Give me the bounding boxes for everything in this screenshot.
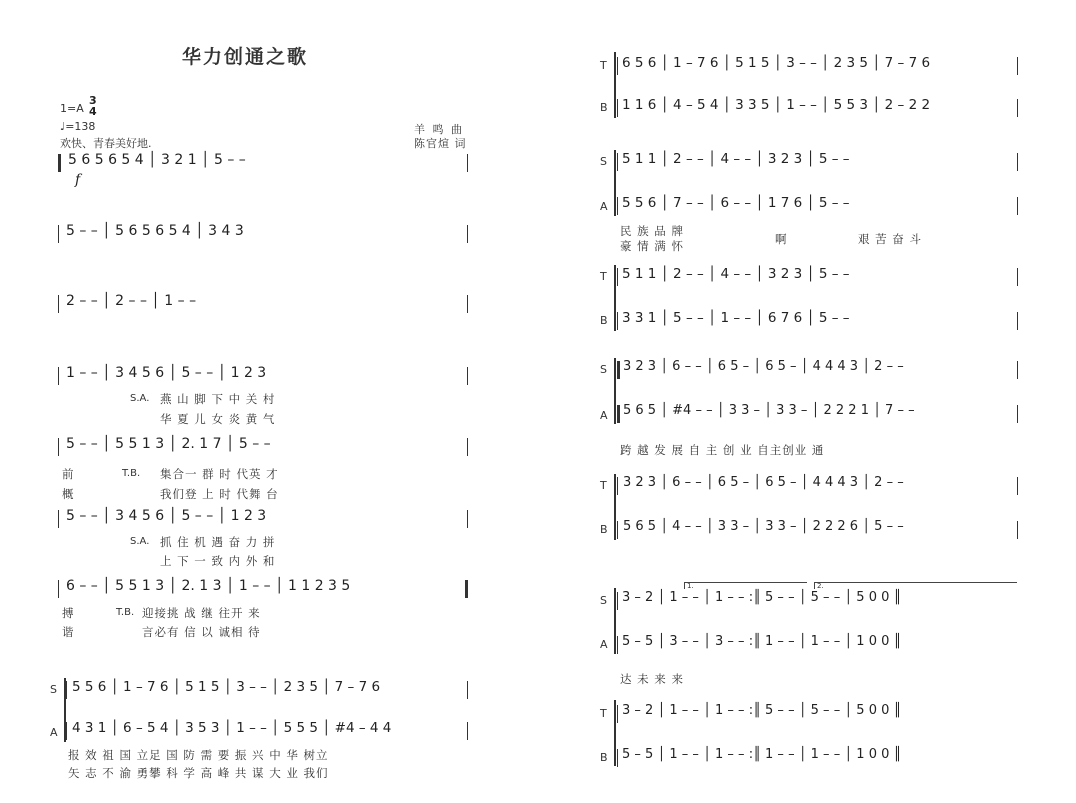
volta-1 bbox=[684, 582, 807, 589]
right-row-a4 bbox=[617, 403, 1018, 425]
voice-label-b: B bbox=[600, 523, 608, 536]
system-brace bbox=[614, 588, 616, 654]
notation-line: 5 5 6 │ 7 – – │ 6 – – │ 1 7 6 │ 5 – – bbox=[622, 195, 850, 211]
time-den: 4 bbox=[89, 105, 97, 118]
right-row-s4 bbox=[617, 359, 1018, 381]
notation-line: 5 1 1 │ 2 – – │ 4 – – │ 3 2 3 │ 5 – – bbox=[622, 266, 850, 282]
right-row-t3 bbox=[617, 266, 1018, 288]
system-brace bbox=[614, 474, 616, 540]
lyric-line: 谐 bbox=[62, 625, 75, 639]
notation-line: 6 – – │ 5 5 1 3 │ 2. 1 3 │ 1 – – │ 1 1 2 3 5 bbox=[66, 578, 351, 594]
notation-line: 5 – 5 │ 1 – – │ 1 – – :║ 1 – – │ 1 – – │ 1 0 0 ║ bbox=[622, 747, 902, 762]
time-signature bbox=[89, 95, 97, 117]
left-row-a bbox=[66, 720, 468, 742]
notation-line: 3 – 2 │ 1 – – │ 1 – – :║ 5 – – │ 5 – – │ 5 0 0 ║ bbox=[622, 590, 902, 605]
voice-label-s: S bbox=[600, 363, 607, 376]
right-row-b1 bbox=[617, 97, 1018, 119]
key-signature: 1=A bbox=[60, 102, 84, 115]
notation-line: 5 6 5 │ 4 – – │ 3 3 – │ 3 3 – │ 2 2 2 6 │ 5 – – bbox=[623, 519, 904, 534]
voice-label-s: S bbox=[600, 155, 607, 168]
voice-label-a: A bbox=[600, 638, 608, 651]
voice-label-b: B bbox=[600, 314, 608, 327]
lyric-line: 啊 bbox=[775, 232, 788, 246]
voice-label-a: A bbox=[50, 726, 58, 739]
time-num: 3 bbox=[89, 94, 97, 107]
right-row-a6 bbox=[617, 634, 1018, 656]
voice-label-t: T bbox=[600, 59, 607, 72]
notation-line: 5 6 5 6 5 4 │ 3 2 1 │ 5 – – bbox=[68, 152, 246, 168]
notation-line: 5 – – │ 5 5 1 3 │ 2. 1 7 │ 5 – – bbox=[66, 436, 271, 452]
lyric-line: 报 效 祖 国 立足 国 防 需 要 振 兴 中 华 树立 bbox=[68, 748, 329, 762]
system-brace bbox=[614, 150, 616, 216]
voice-label-sa: S.A. bbox=[130, 536, 150, 547]
system-brace bbox=[614, 700, 616, 766]
right-row-b7 bbox=[617, 747, 1018, 769]
notation-line: 5 – 5 │ 3 – – │ 3 – – :║ 1 – – │ 1 – – │ 1 0 0 ║ bbox=[622, 634, 902, 649]
left-row-4 bbox=[58, 365, 468, 387]
notation-line: 2 – – │ 2 – – │ 1 – – bbox=[66, 293, 197, 309]
lyric-line: 前 bbox=[62, 467, 75, 481]
lyric-line: 概 bbox=[62, 487, 75, 501]
lyric-line: 达 未 来 来 bbox=[620, 672, 684, 686]
right-row-s2 bbox=[617, 151, 1018, 173]
voice-label-a: A bbox=[600, 409, 608, 422]
voice-label-t: T bbox=[600, 270, 607, 283]
lyric-line: 抓 住 机 遇 奋 力 拼 bbox=[160, 535, 276, 549]
voice-label-t: T bbox=[600, 707, 607, 720]
lyric-line: 言必有 信 以 诚相 待 bbox=[142, 625, 261, 639]
system-brace bbox=[614, 52, 616, 118]
voice-label-tb: T.B. bbox=[122, 468, 141, 479]
voice-label-t: T bbox=[600, 479, 607, 492]
notation-line: 1 1 6 │ 4 – 5 4 │ 3 3 5 │ 1 – – │ 5 5 3 │ 2 – 2 2 bbox=[622, 97, 931, 113]
lyric-line: 艰 苦 奋 斗 bbox=[858, 232, 922, 246]
right-row-s6 bbox=[617, 590, 1018, 612]
system-brace bbox=[614, 358, 616, 424]
notation-line: 5 5 6 │ 1 – 7 6 │ 5 1 5 │ 3 – – │ 2 3 5 │ 7 – 7 6 bbox=[72, 679, 381, 695]
right-row-b5 bbox=[617, 519, 1018, 541]
voice-label-sa: S.A. bbox=[130, 393, 150, 404]
dynamic-mark: f bbox=[75, 172, 81, 188]
lyric-line: 豪 情 满 怀 bbox=[620, 239, 684, 253]
notation-line: 3 2 3 │ 6 – – │ 6 5 – │ 6 5 – │ 4 4 4 3 │ 2 – – bbox=[623, 359, 904, 374]
right-row-t7 bbox=[617, 703, 1018, 725]
lyric-line: 搏 bbox=[62, 606, 75, 620]
volta-2-label: 2. bbox=[817, 582, 824, 590]
notation-line: 1 – – │ 3 4 5 6 │ 5 – – │ 1 2 3 bbox=[66, 365, 267, 381]
voice-label-b: B bbox=[600, 751, 608, 764]
left-row-s bbox=[66, 679, 468, 701]
composer-credit: 羊 鸣 曲 bbox=[414, 123, 464, 136]
notation-line: 4 3 1 │ 6 – 5 4 │ 3 5 3 │ 1 – – │ 5 5 5 │ #4 – 4 4 bbox=[72, 720, 392, 736]
left-row-7 bbox=[58, 578, 468, 600]
lyric-line: 集合一 群 时 代英 才 bbox=[160, 467, 279, 481]
lyric-line: 民 族 品 牌 bbox=[620, 224, 684, 238]
notation-line: 5 – – │ 3 4 5 6 │ 5 – – │ 1 2 3 bbox=[66, 508, 267, 524]
notation-line: 6 5 6 │ 1 – 7 6 │ 5 1 5 │ 3 – – │ 2 3 5 │ 7 – 7 6 bbox=[622, 55, 931, 71]
left-row-5 bbox=[58, 436, 468, 458]
left-row-3 bbox=[58, 293, 468, 315]
left-row-2 bbox=[58, 223, 468, 245]
notation-line: 3 – 2 │ 1 – – │ 1 – – :║ 5 – – │ 5 – – │ 5 0 0 ║ bbox=[622, 703, 902, 718]
notation-line: 3 2 3 │ 6 – – │ 6 5 – │ 6 5 – │ 4 4 4 3 │ 2 – – bbox=[623, 475, 904, 490]
right-row-t1 bbox=[617, 55, 1018, 77]
notation-line: 3 3 1 │ 5 – – │ 1 – – │ 6 7 6 │ 5 – – bbox=[622, 310, 850, 326]
lyric-line: 燕 山 脚 下 中 关 村 bbox=[160, 392, 276, 406]
mood-mark: 欢快、青春美好地. bbox=[60, 137, 152, 150]
song-title: 华力创通之歌 bbox=[182, 46, 309, 68]
right-row-t5 bbox=[617, 475, 1018, 497]
voice-label-tb: T.B. bbox=[116, 607, 135, 618]
lyric-line: 矢 志 不 渝 勇攀 科 学 高 峰 共 谋 大 业 我们 bbox=[68, 766, 329, 780]
voice-label-s: S bbox=[600, 594, 607, 607]
volta-2 bbox=[814, 582, 1017, 589]
lyric-line: 我们登 上 时 代舞 台 bbox=[160, 487, 279, 501]
lyric-line: 迎接挑 战 继 往开 来 bbox=[142, 606, 261, 620]
volta-1-label: 1. bbox=[687, 582, 694, 590]
voice-label-s: S bbox=[50, 683, 57, 696]
notation-line: 5 – – │ 5 6 5 6 5 4 │ 3 4 3 bbox=[66, 223, 244, 239]
voice-label-a: A bbox=[600, 200, 608, 213]
notation-line: 5 1 1 │ 2 – – │ 4 – – │ 3 2 3 │ 5 – – bbox=[622, 151, 850, 167]
system-brace bbox=[614, 265, 616, 331]
left-row-6 bbox=[58, 508, 468, 530]
notation-line: 5 6 5 │ #4 – – │ 3 3 – │ 3 3 – │ 2 2 2 1 │ 7 – – bbox=[623, 403, 915, 418]
right-row-b3 bbox=[617, 310, 1018, 332]
lyric-line: 华 夏 儿 女 炎 黄 气 bbox=[160, 412, 276, 426]
voice-label-b: B bbox=[600, 101, 608, 114]
lyric-line: 上 下 一 致 内 外 和 bbox=[160, 554, 276, 568]
lyricist-credit: 陈官煊 词 bbox=[414, 137, 467, 150]
tempo-mark: ♩=138 bbox=[60, 120, 96, 133]
right-row-a2 bbox=[617, 195, 1018, 217]
lyric-line: 跨 越 发 展 自 主 创 业 自主创业 通 bbox=[620, 443, 825, 457]
left-row-1 bbox=[58, 152, 468, 174]
